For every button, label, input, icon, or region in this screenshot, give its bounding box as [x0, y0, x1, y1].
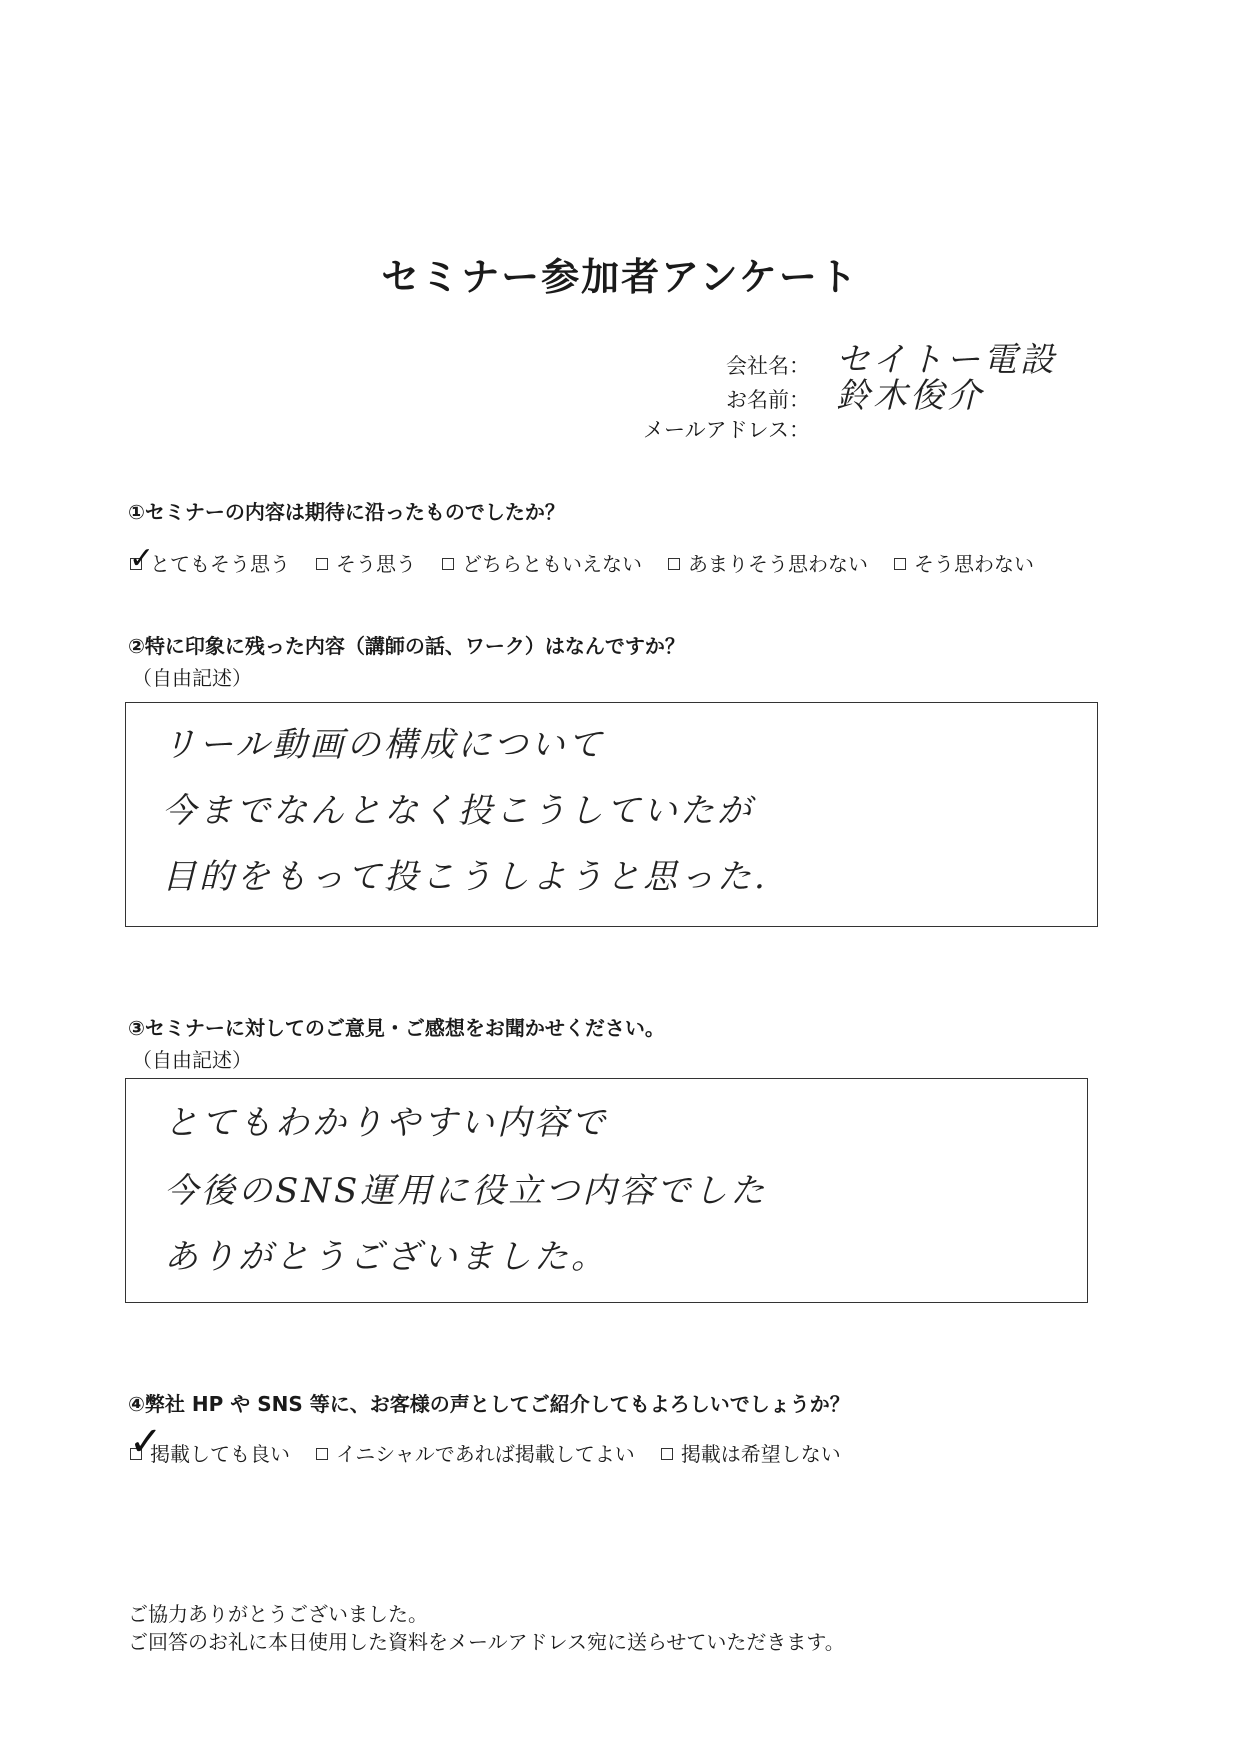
q3-question: ③セミナーに対してのご意見・ご感想をお聞かせください。	[128, 1016, 665, 1040]
email-value[interactable]	[836, 410, 1086, 436]
q4-option-1[interactable]: ✓ 掲載しても良い	[129, 1418, 290, 1466]
q1-option-5-checkbox[interactable]	[894, 558, 906, 570]
q2-answer-line-1: リール動画の構成について	[162, 725, 605, 765]
q1-option-3-checkbox[interactable]	[442, 558, 454, 570]
name-value[interactable]: 鈴木俊介	[836, 376, 984, 416]
q4-option-3[interactable]: 掲載は希望しない	[661, 1438, 841, 1467]
q4-option-3-checkbox[interactable]	[661, 1448, 673, 1460]
q4-question: ④弊社 HP や SNS 等に、お客様の声としてご紹介してもよろしいでしょうか？	[128, 1392, 850, 1416]
q3-answer-line-3: ありがとうございました。	[164, 1237, 608, 1277]
q4-option-1-checkbox[interactable]	[129, 1418, 163, 1465]
q4-option-2[interactable]: イニシャルであれば掲載してよい	[316, 1438, 635, 1467]
q2-note: （自由記述）	[132, 666, 252, 690]
q3-answer-box[interactable]	[125, 1078, 1088, 1303]
q3-answer-line-2: 今後のSNS運用に役立つ内容でした	[164, 1171, 768, 1211]
q4-option-2-checkbox[interactable]	[316, 1448, 328, 1460]
footer-note: ご回答のお礼に本日使用した資料をメールアドレス宛に送らせていただきます。	[128, 1630, 845, 1654]
q1-option-1-checkbox[interactable]	[129, 540, 155, 576]
q3-answer-line-1: とてもわかりやすい内容で	[164, 1103, 608, 1143]
name-label: お名前：	[726, 388, 810, 412]
page-title: セミナー参加者アンケート	[381, 255, 859, 299]
q1-options	[129, 540, 1060, 577]
check-mark-icon: ✓	[129, 1418, 163, 1465]
company-value[interactable]: セイトー電設	[836, 340, 1057, 380]
q3-note: （自由記述）	[132, 1048, 252, 1072]
q2-answer-line-3: 目的をもって投こうしようと思った.	[162, 857, 768, 897]
company-label: 会社名：	[726, 354, 810, 378]
q1-question: ①セミナーの内容は期待に沿ったものでしたか？	[128, 500, 565, 524]
q4-options	[129, 1418, 867, 1467]
q2-question: ②特に印象に残った内容（講師の話、ワーク）はなんですか？	[128, 634, 685, 658]
q1-option-5[interactable]: そう思わない	[894, 548, 1034, 577]
q2-answer-line-2: 今までなんとなく投こうしていたが	[162, 791, 754, 831]
footer-thanks: ご協力ありがとうございました。	[128, 1602, 428, 1626]
check-mark-icon: ✓	[129, 540, 155, 576]
q1-option-4[interactable]: あまりそう思わない	[668, 548, 868, 577]
q2-answer-box[interactable]	[125, 702, 1098, 927]
email-label: メールアドレス：	[643, 418, 810, 442]
q1-option-1[interactable]: ✓ とてもそう思う	[129, 540, 290, 576]
q1-option-2-checkbox[interactable]	[316, 558, 328, 570]
q1-option-3[interactable]: どちらともいえない	[442, 548, 642, 577]
q1-option-4-checkbox[interactable]	[668, 558, 680, 570]
q1-option-2[interactable]: そう思う	[316, 548, 416, 577]
